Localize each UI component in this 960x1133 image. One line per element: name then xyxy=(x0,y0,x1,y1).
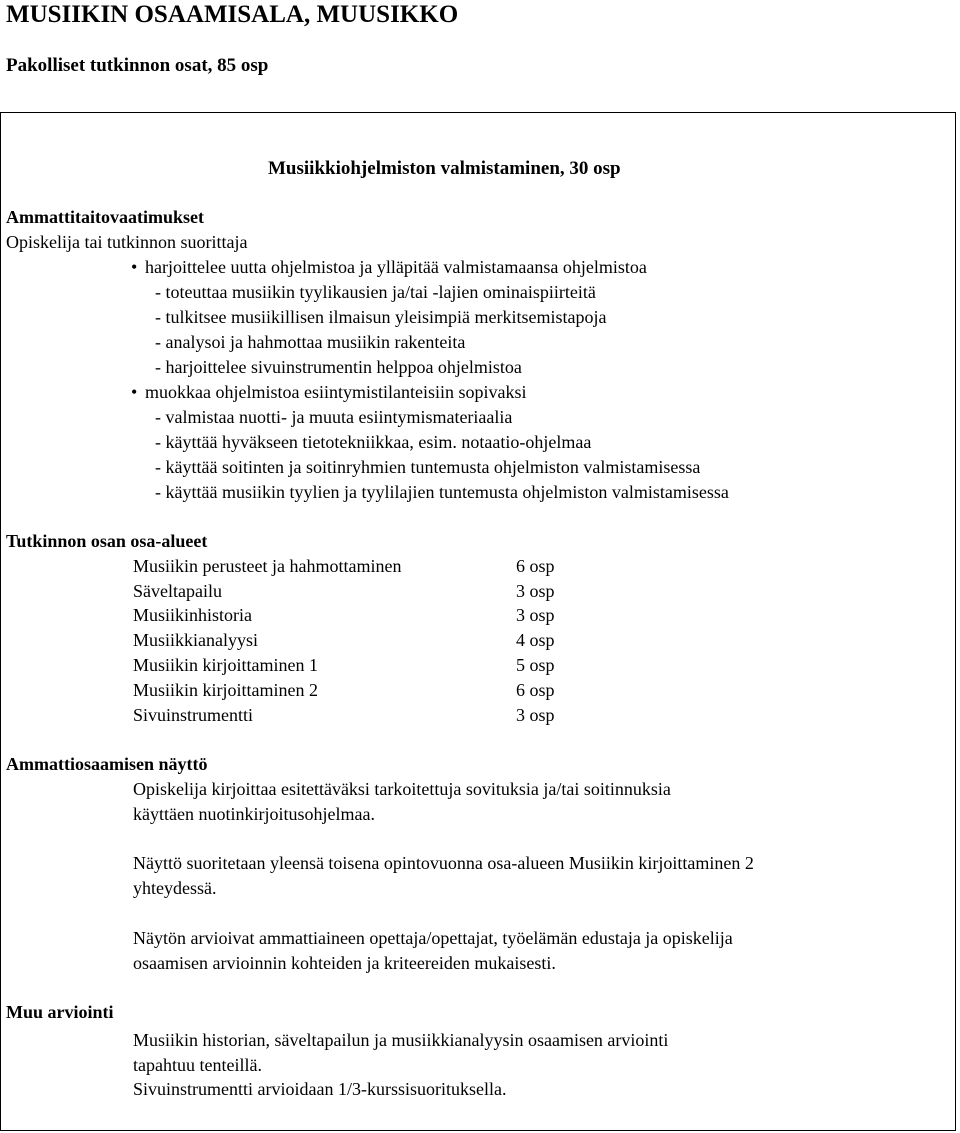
requirement-item: - valmistaa nuotti- ja muuta esiintymismateriaalia xyxy=(155,407,513,427)
areas-heading: Tutkinnon osan osa-alueet xyxy=(6,531,208,551)
requirements-intro: Opiskelija tai tutkinnon suorittaja xyxy=(6,232,248,252)
demonstration-text: osaamisen arvioinnin kohteiden ja kriteereiden mukaisesti. xyxy=(133,953,556,973)
requirement-item: - käyttää soitinten ja soitinryhmien tuntemusta ohjelmiston valmistamisessa xyxy=(155,457,701,477)
demonstration-text: yhteydessä. xyxy=(133,878,217,898)
area-credits: 6 osp xyxy=(516,556,555,576)
requirement-item: - tulkitsee musiikillisen ilmaisun yleisimpiä merkitsemistapoja xyxy=(155,307,607,327)
page-subtitle: Pakolliset tutkinnon osat, 85 osp xyxy=(6,55,269,76)
other-assessment-heading: Muu arviointi xyxy=(6,1002,114,1022)
area-credits: 3 osp xyxy=(516,605,555,625)
page-title: MUSIIKIN OSAAMISALA, MUUSIKKO xyxy=(6,1,459,28)
requirement-item: - toteuttaa musiikin tyylikausien ja/tai -lajien ominaispiirteitä xyxy=(155,282,596,302)
area-credits: 5 osp xyxy=(516,655,555,675)
other-assessment-text: Musiikin historian, säveltapailun ja musiikkianalyysin osaamisen arviointi xyxy=(133,1030,669,1050)
demonstration-text: Näytön arvioivat ammattiaineen opettaja/opettajat, työelämän edustaja ja opiskelija xyxy=(133,928,733,948)
demonstration-text: Näyttö suoritetaan yleensä toisena opintovuonna osa-alueen Musiikin kirjoittaminen 2 xyxy=(133,853,754,873)
demonstration-text: käyttäen nuotinkirjoitusohjelmaa. xyxy=(133,804,375,824)
area-credits: 3 osp xyxy=(516,705,555,725)
area-name: Musiikin perusteet ja hahmottaminen xyxy=(133,556,402,576)
other-assessment-text: tapahtuu tenteillä. xyxy=(133,1055,262,1075)
requirement-item: - käyttää musiikin tyylien ja tyylilajien tuntemusta ohjelmiston valmistamisessa xyxy=(155,482,729,502)
area-name: Musiikinhistoria xyxy=(133,605,253,625)
requirement-item: - harjoittelee sivuinstrumentin helppoa ohjelmistoa xyxy=(155,357,522,377)
requirement-item: • muokkaa ohjelmistoa esiintymistilanteisiin sopivaksi xyxy=(131,380,526,404)
area-credits: 3 osp xyxy=(516,581,555,601)
other-assessment-text: Sivuinstrumentti arvioidaan 1/3-kurssisuorituksella. xyxy=(133,1079,507,1099)
requirement-item: - analysoi ja hahmottaa musiikin rakenteita xyxy=(155,332,466,352)
requirements-heading: Ammattitaitovaatimukset xyxy=(6,207,204,227)
area-name: Säveltapailu xyxy=(133,581,222,601)
demonstration-text: Opiskelija kirjoittaa esitettäväksi tarkoitettuja sovituksia ja/tai soitinnuksia xyxy=(133,779,671,799)
area-name: Musiikkianalyysi xyxy=(133,630,258,650)
unit-title: Musiikkiohjelmiston valmistaminen, 30 osp xyxy=(268,158,621,179)
area-name: Musiikin kirjoittaminen 1 xyxy=(133,655,318,675)
area-credits: 4 osp xyxy=(516,630,555,650)
area-name: Sivuinstrumentti xyxy=(133,705,254,725)
demonstration-heading: Ammattiosaamisen näyttö xyxy=(6,754,208,774)
requirement-item: - käyttää hyväkseen tietotekniikkaa, esim. notaatio-ohjelmaa xyxy=(155,432,592,452)
area-credits: 6 osp xyxy=(516,680,555,700)
area-name: Musiikin kirjoittaminen 2 xyxy=(133,680,318,700)
requirement-item: • harjoittelee uutta ohjelmistoa ja ylläpitää valmistamaansa ohjelmistoa xyxy=(131,255,647,279)
